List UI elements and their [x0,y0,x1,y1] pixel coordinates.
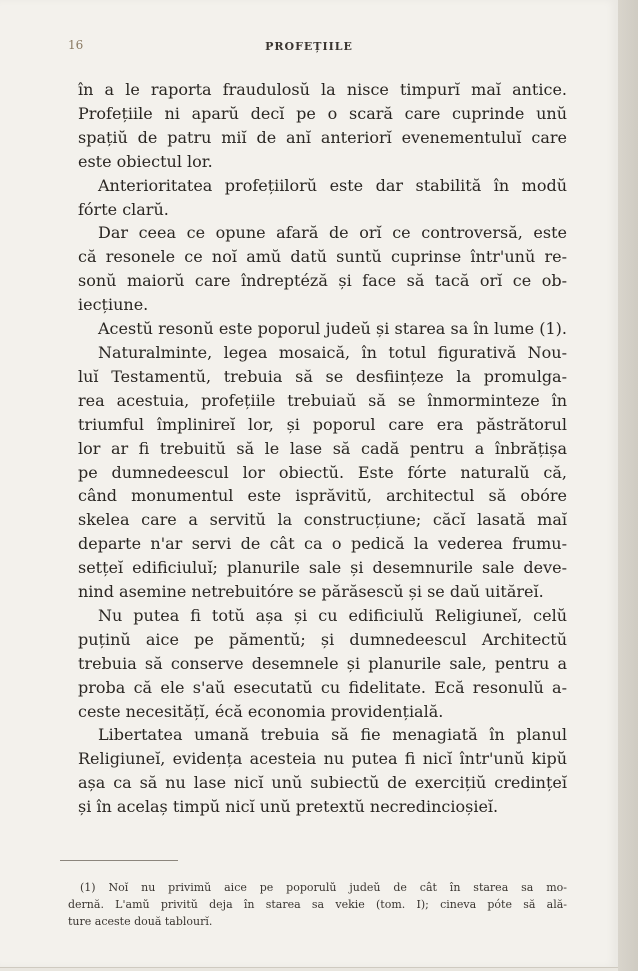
text-line: când monumentul este isprăvitŭ, architectul să obóre [78,486,567,506]
text-line: așa ca să nu lase nicĭ unŭ subiectŭ de exercițiŭ credințeĭ [78,773,567,793]
text-line: Libertatea umană trebuia să fie menagiată în planul [98,725,567,745]
footnote-divider [60,860,178,861]
text-line: că resonele ce noĭ amŭ datŭ suntŭ cuprinse într'unŭ re- [78,247,567,267]
text-line: lor ar fi trebuitŭ să le lase să cadă pentru a înbrățișa [78,438,567,458]
text-line: pe dumnedeescul lor obiectŭ. Este fórte naturalŭ că, [78,462,567,482]
text-line: sonŭ maiorŭ care îndreptéză și face să tacă orĭ ce ob- [78,271,567,291]
text-line: rea acestuia, profețiile trebuiaŭ să se înmorminteze în [78,390,567,410]
footnote-line: dernă. L'amŭ privitŭ deja în starea sa vekie (tom. I); cineva póte să ală- [68,898,567,911]
footnote-line: ture aceste două tablourĭ. [68,915,213,928]
text-line: Religiuneĭ, evidența acesteia nu putea fi nicĭ într'unŭ kipŭ [78,749,567,769]
text-line: spațiŭ de patru miĭ de anĭ anteriorĭ evenementuluĭ care [78,127,567,147]
text-line: puținŭ aice pe pămentŭ; și dumnedeescul Architectŭ [78,629,567,649]
text-line: departe n'ar servi de cât ca o pedică la vederea frumu- [78,534,567,554]
text-line: Dar ceea ce opune afară de orĭ ce controversă, este [98,223,567,243]
text-line: Acestŭ resonŭ este poporul judeŭ și starea sa în lume (1). [98,319,567,339]
text-line: este obiectul lor. [78,151,213,171]
text-line: fórte clarŭ. [78,199,169,219]
text-line: setțeĭ edificiuluĭ; planurile sale și desemnurile sale deve- [78,558,567,578]
text-line: Nu putea fi totŭ așa și cu edificiulŭ Religiuneĭ, celŭ [98,605,567,625]
text-line: ceste necesitățĭ, écă economia providențială. [78,701,444,721]
text-line: Profețiile ni aparŭ decĭ pe o scară care cuprinde unŭ [78,103,567,123]
text-line: nind asemine netrebuitóre se părăsescŭ și se daŭ uităreĭ. [78,582,544,602]
text-line: iecțiune. [78,295,149,315]
text-line: Naturalminte, legea mosaică, în totul figurativă Nou- [98,342,567,362]
text-line: și în acelaș timpŭ nicĭ unŭ pretextŭ necredincioșieĭ. [78,797,499,817]
page-number: 16 [68,38,84,52]
text-line: Anterioritatea profețiilorŭ este dar stabilită în modŭ [98,175,567,195]
book-edge [618,0,638,971]
footnote-line: (1) Noĭ nu privimŭ aice pe poporulŭ judeŭ de cât în starea sa mo- [80,881,567,894]
page-header [0,38,618,58]
text-line: în a le raporta fraudulosŭ la nisce timpurĭ maĭ antice. [78,80,567,99]
footnote [68,879,567,930]
text-line: luĭ Testamentŭ, trebuia să se desființeze la promulga- [78,366,567,386]
text-line: skelea care a servitŭ la construcțiune; căcĭ lasată maĭ [78,510,567,530]
text-line: trebuia să conserve desemnele și planurile sale, pentru a [78,653,567,673]
text-line: triumful împlinireĭ lor, și poporul care era păstrătorul [78,414,567,434]
running-title: PROFEȚIILE [265,40,353,53]
text-line: proba că ele s'aŭ esecutatŭ cu fidelitate. Ecă resonulŭ a- [78,677,567,697]
body-text [78,78,567,819]
